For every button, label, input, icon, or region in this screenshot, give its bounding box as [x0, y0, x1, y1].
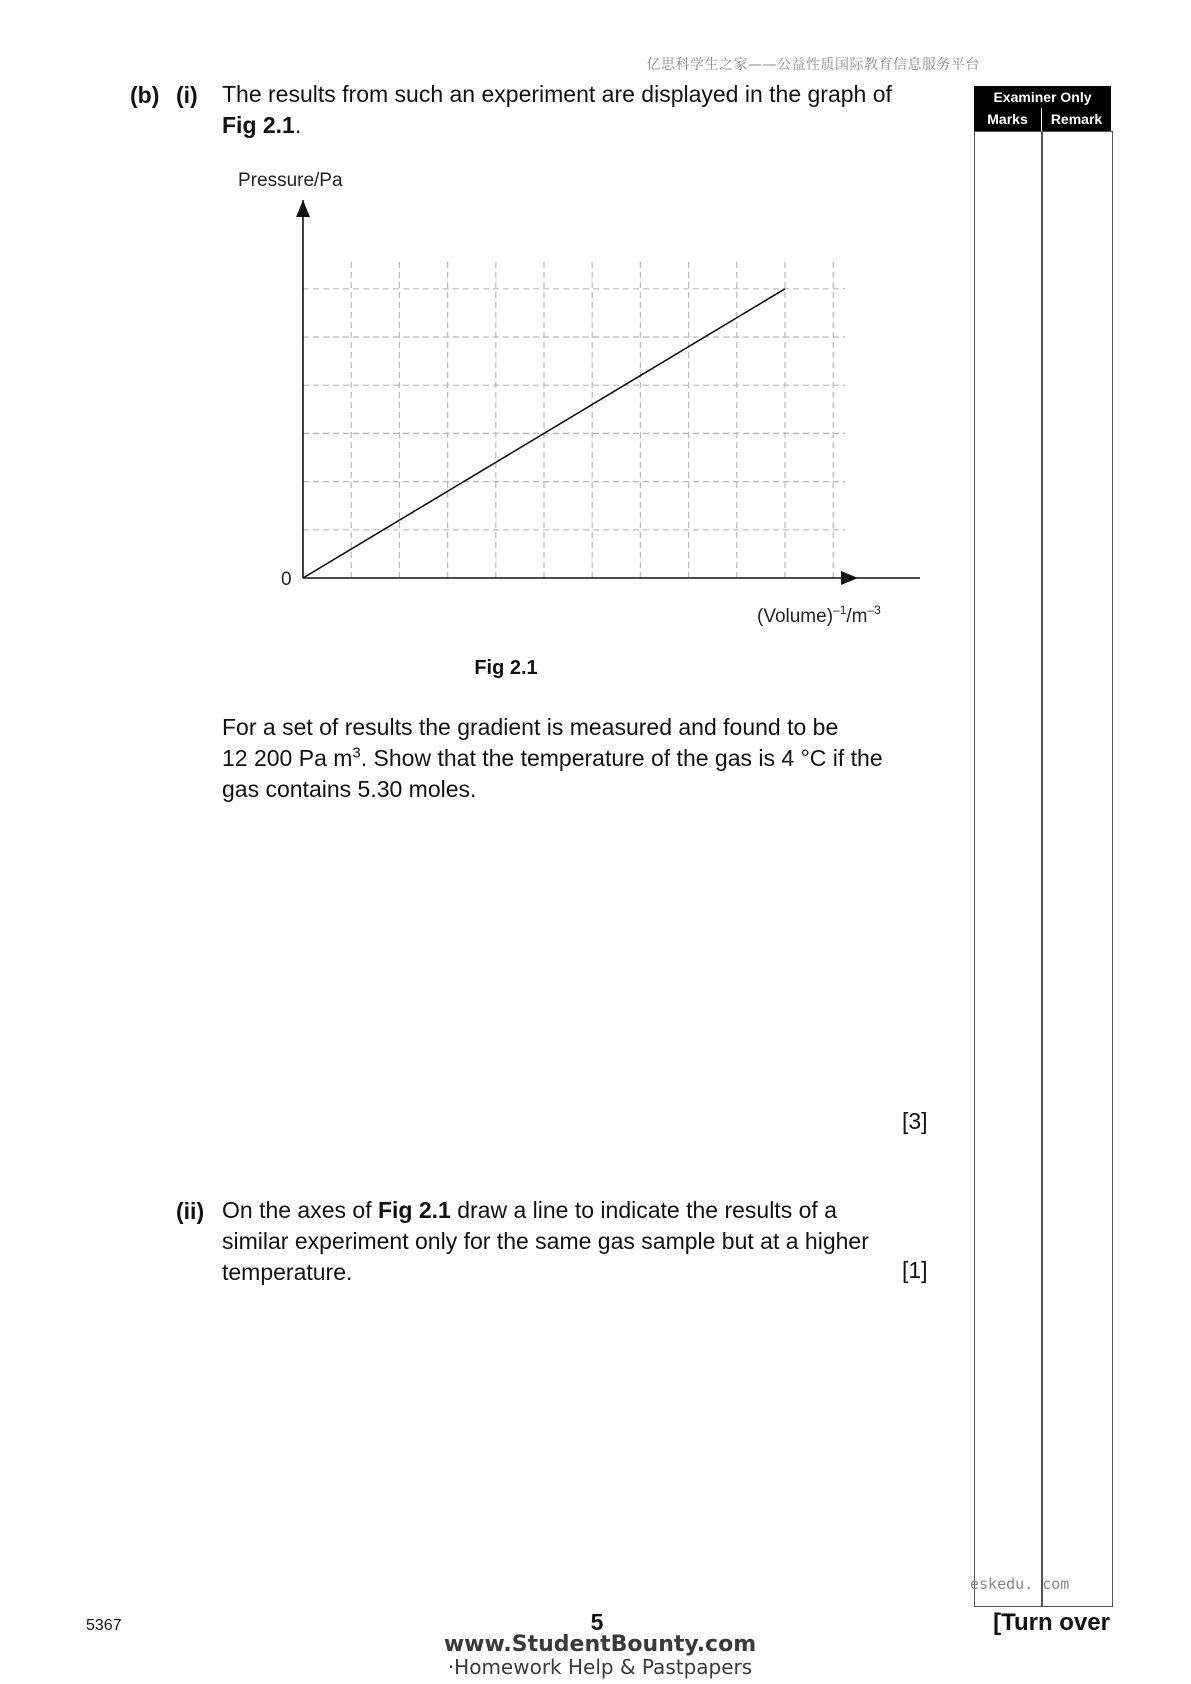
paragraph-line-3: gas contains 5.30 moles. — [222, 776, 477, 802]
corner-watermark: eskedu. com — [970, 1575, 1070, 1593]
turn-over: [Turn over — [993, 1609, 1110, 1636]
y-axis-label: Pressure/Pa — [238, 170, 343, 191]
question-ii-line-1: On the axes of Fig 2.1 draw a line to indicate the results of a — [222, 1197, 837, 1223]
chart-svg — [200, 160, 920, 640]
remark-column — [1041, 131, 1113, 1607]
brand-url: www.StudentBounty.com — [443, 1632, 757, 1657]
examiner-only-header: Examiner Only — [974, 86, 1111, 108]
header-watermark: 亿思科学生之家——公益性质国际教育信息服务平台 — [646, 57, 980, 73]
marks-column — [974, 131, 1043, 1607]
x-axis-label: $(Volume)^{-1}/m^{-3}$ — [757, 603, 881, 627]
figure-caption: Fig 2.1 — [474, 657, 538, 679]
marks-column-header: Marks — [974, 108, 1041, 131]
x-axis-arrow — [841, 571, 858, 585]
brand-tagline: ·Homework Help & Pastpapers — [447, 1655, 753, 1679]
paper-code: 5367 — [86, 1617, 122, 1634]
remark-column-header: Remark — [1042, 108, 1111, 131]
page-number: 5 — [590, 1609, 604, 1635]
part-label-b: (b) — [130, 82, 160, 108]
fig-reference-ii: Fig 2.1 — [377, 1197, 451, 1223]
paragraph-line-1: For a set of results the gradient is measured and found to be — [222, 714, 839, 740]
paragraph-line-2: 12 200 Pa $m^3$. Show that the temperature of the gas is 4 °C if the — [222, 744, 883, 771]
intro-text: The results from such an experiment are displayed in the graph of Fig 2.1. — [222, 81, 892, 138]
marks-1: [1] — [902, 1257, 928, 1283]
sub-label-ii: (ii) — [176, 1198, 205, 1224]
question-ii-line-2: similar experiment only for the same gas sample but at a higher — [222, 1228, 869, 1254]
sub-label-i: (i) — [176, 82, 198, 108]
question-ii-text — [222, 1195, 942, 1288]
y-axis-arrow — [296, 200, 310, 217]
figure-2-1 — [200, 160, 920, 640]
marks-3: [3] — [902, 1108, 928, 1134]
question-paragraph — [222, 712, 942, 805]
question-ii-line-3: temperature. — [222, 1259, 353, 1285]
chart-axes — [296, 200, 920, 585]
fig-reference: Fig 2.1 — [222, 112, 295, 138]
origin-label: 0 — [281, 569, 292, 590]
brand-footer — [440, 1634, 760, 1678]
